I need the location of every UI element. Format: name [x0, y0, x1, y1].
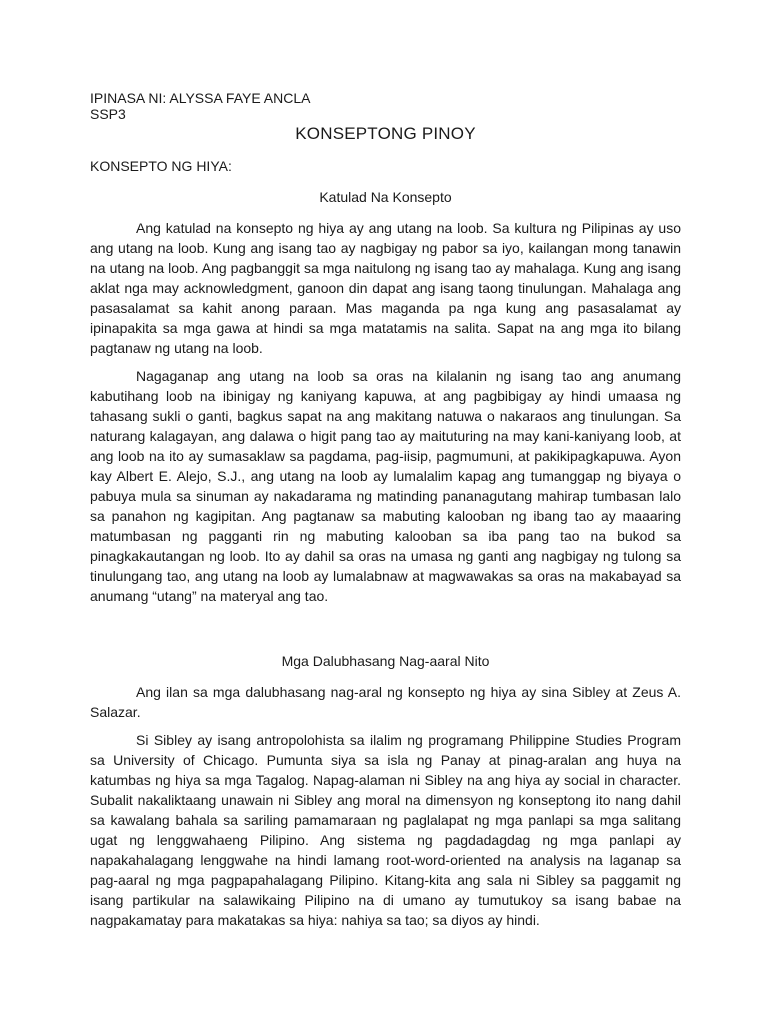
document-title: KONSEPTONG PINOY: [295, 124, 476, 143]
document-body: [90, 90, 681, 938]
author-line: IPINASA NI: ALYSSA FAYE ANCLA: [90, 90, 311, 106]
paragraph: Ang katulad na konsepto ng hiya ay ang utang na loob. Sa kultura ng Pilipinas ay uso ang utang na loob. Kung ang isang tao ay nagbigay ng pabor sa iyo, kailangan mong tanawin na utang na loob. Ang pagbanggit sa mga naitulong ng isang tao ay mahalaga. Kung ang isang aklat nga may acknowledgment, ganoon din dapat ang isang taong tinulungan. Mahalaga ang pasasalamat sa kahit anong paraan. Mas maganda pa nga kung ang pasasalamat ay ipinapakita sa mga gawa at hindi sa mga matatamis na salita. Sapat na ang mga ito bilang pagtanaw ng utang na loob.: [90, 220, 681, 356]
paragraph: Nagaganap ang utang na loob sa oras na kilalanin ng isang tao ang anumang kabutihang loob na ibinigay ng kaniyang kapuwa, at ang pagbibigay ay hindi umaasa ng tahasang sukli o ganti, bagkus sapat na ang makitang natuwa o nakaraos ang tinulungan. Sa naturang kalagayan, ang dalawa o higit pang tao ay maituturing na may kani-kaniyang loob, at ang loob na ito ay sumasaklaw sa pagdama, pag-iisip, pagmumuni, at pakikipagkapuwa. Ayon kay Albert E. Alejo, S.J., ang utang na loob ay lumalalim kapag ang tumanggap ng biyaya o pabuya mula sa sinuman ay nakadarama ng matinding pananagutang mahirap tumbasan lalo sa panahon ng kagipitan. Ang pagtanaw sa mabuting kalooban ng ibang tao ay maaaring matumbasan ng pagganti rin ng mabuting kalooban sa iba pang tao na bukod sa pinagkakautangan ng loob. Ito ay dahil sa oras na umasa ng ganti ang nagbigay ng tulong sa tinulungang tao, ang utang na loob ay lumalabnaw at magwawakas sa oras na makabayad sa anumang “utang” na materyal ang tao.: [90, 368, 681, 604]
heading-katulad-na-konsepto: Katulad Na Konsepto: [319, 189, 452, 205]
heading-mga-dalubhasa: Mga Dalubhasang Nag-aaral Nito: [281, 653, 490, 669]
paragraph: Ang ilan sa mga dalubhasang nag-aral ng konsepto ng hiya ay sina Sibley at Zeus A. Salazar.: [90, 684, 681, 720]
class-line: SSP3: [90, 106, 126, 122]
section-label: KONSEPTO NG HIYA:: [90, 158, 232, 174]
paragraph: Si Sibley ay isang antropolohista sa ilalim ng programang Philippine Studies Program sa University of Chicago. Pumunta siya sa isla ng Panay at pinag-aralan ang huya na katumbas ng hiya sa mga Tagalog. Napag-alaman ni Sibley na ang hiya ay social in character. Subalit nakaliktaang unawain ni Sibley ang moral na dimensyon ng konseptong ito nang dahil sa kawalang bahala sa sariling pamamaraan ng paglalapat ng mga panlapi sa mga salitang ugat ng lenggwahaeng Pilipino. Ang sistema ng pagdadagdag ng mga panlapi ay napakahalagang lenggwahe na hindi lamang root-word-oriented na analysis na laganap sa pag-aaral ng mga pagpapahalagang Pilipino. Kitang-kita ang sala ni Sibley sa paggamit ng isang partikular na salawikaing Pilipino na di umano ay tumutukoy sa isang babae na nagpakamatay para makatakas sa hiya: nahiya sa tao; sa diyos ay hindi.: [90, 732, 681, 928]
